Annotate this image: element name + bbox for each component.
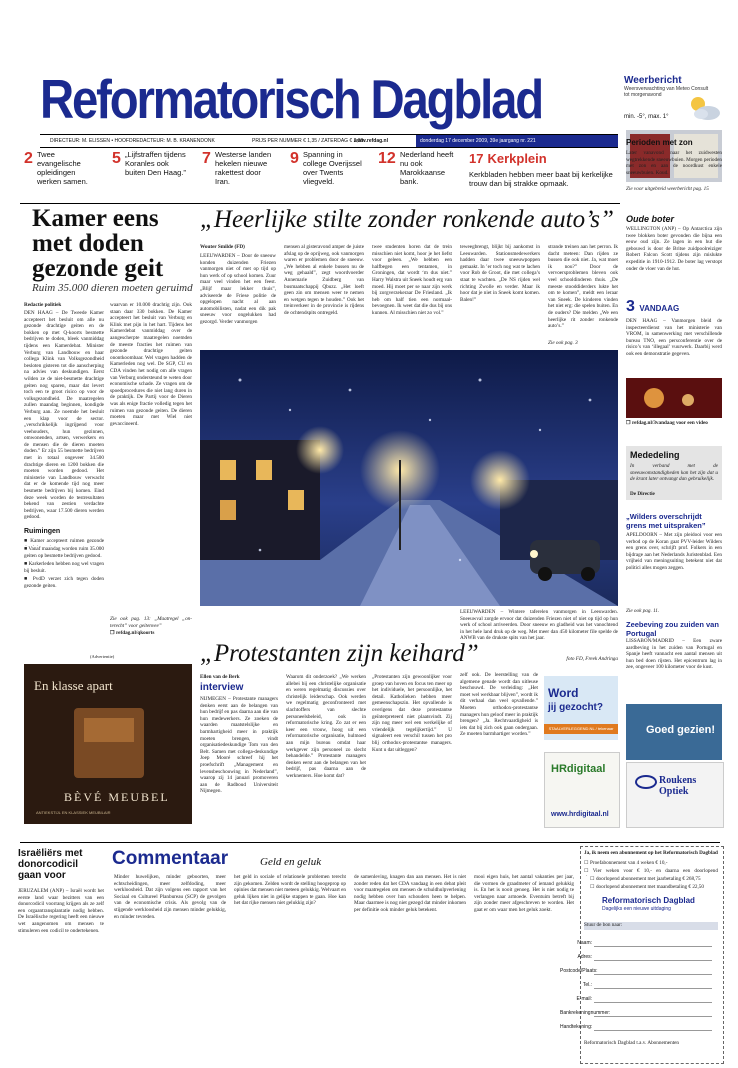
quote2-byline: Ellen van de Berk [200,674,240,680]
photo-credit: foto FD, Freek Andringa [566,656,618,662]
kerkplein-number: 17 [469,151,484,166]
teaser-1[interactable] [24,150,106,196]
field-label-tel: Tel.: [582,982,592,988]
optiek-slogan: Goed gezien! [646,724,716,736]
quote2-col2: Waarom dit onderzoek? „We werken allebei bij een christelijke organisatie en weren regelmatig discussies over christelijk leiderschap. Ook werden we regelmatig geconfronteerd met slachtoffers van slechte personeelsbeleid, ook in reformatorische kring. Zo zat er een keer een vrouw, hoog uit een reformatorische organisatie, hulmoed aan mijn bureau omdat haar werkgever zijn personeel zo slecht behandelde.” Protestante managers denken eerst aan de belangen van het bedrijf, pas daarna aan de werknemers. Hoe komt dat? [286,674,366,779]
optiek-ad-bottom[interactable] [626,762,724,828]
sub-option-4[interactable]: ☐ doorlopend abonnement met maandbetaling € 22,50 [590,884,704,890]
kerkplein-text: Kerkbladen hebben meer baat bij kerkelijke trouw dan bij strakke opmaak. [469,170,613,188]
teaser-number: 2 [24,150,33,167]
weather-sub2: tot morgenavond [624,92,662,98]
sub-box-title: Stuur de bon naar: [584,922,718,930]
quote1-col1: LEEUWARDEN – Door de sneeuw konden duizenden Friezen vanmorgen niet of met op tijd op hun werk of op school komen. Zuur maar veel vinden het een feest. „Blijf maar lekker thuis”, adviseerde de Friese politie de opgelopen nacht al aan automobilisten, nadat een dik pak sneeuw voor ongelukken had gezorgd. Verder vanmorgen [200,253,276,325]
optiek-ad[interactable] [626,704,722,760]
quote1-headline: „Heerlijke stilte zonder ronkende auto’s” [200,206,614,233]
zeebeving-text: LISSABON/MADRID – Een zware aardbeving in het zuiden van Portugal en Spanje heeft vannacht een aantal mensen uit hun bed doen rijsten. Het epicentrum lag in zee, ongeveer 100 kilometer voor de kust. [626,638,722,671]
teaser-text: Nederland heeft nu ook Marokkaanse bank. [400,150,454,186]
sub-option-1[interactable]: ☐ Proefabonnement van 4 weken € 10,- [584,860,668,866]
right-top-title: Perioden met zon [626,138,693,147]
info-web[interactable]: www.refdag.nl [354,138,388,144]
vandaag-link[interactable]: ❐ refdag.nl/3vandaag voor een video [626,420,708,426]
teaser-text: Westerse landen hekelen nieuwe rakettest door Iran. [215,150,272,186]
field-label-bank: Bankrekeningnummer: [560,1010,611,1016]
teaser-3[interactable] [202,150,284,196]
jobs-ad-url: STAALVERLEGGEND.NL / tekenaar [544,724,618,734]
teaser-number: 7 [202,150,211,167]
commentaar-sub: Geld en geluk [260,856,322,868]
photo-caption: LEEUWARDEN – Wintere taferelen vanmorgen in Leeuwarden. Sneeuwval zorgde ervoor dat duizenden Friezen niet of niet op tijd op hun werk of school arriveerden. Door sneeuw en gladheid was het vanochtend in het hele land druk op de weg. Met meer dan 450 kilometer file spelde de ANWB van de drukste spits van het jaar. [460,609,618,642]
quote2-col3: „Protestanten zijn gewoonlijker voor groep van hoven en focus ten meer op het individuele, het persoonlijke, het detail. Katholieken hebben meer gemeenschapszin. Het opvallende is overigens dat deze protestantse geïnterpreteerd niet plaatsvindt. Zij zijn nog meer wel een werkelijke of vriendelijk tegelijkertijd.” U signaleert een verschil tussen het pro blij orthodox-protestantse managers. Kunt u dat uitleggen? [372,674,452,753]
ruimingen-bullet-2: ■ Vanaf maandag worden ruim 35.000 geiten op besmette bedrijven gedood. [24,546,104,559]
sub-brand: Reformatorisch Dagblad [602,896,695,905]
commentaar-col1: Minder huwelijken, minder geboorten, meer echtscheidingen, meer zelfdoding, meer werkloosheid. Dat zijn volgens een rapport van het Sociaal en Cultureel Planbureau (SCP) de gevolgen van de economische crisis. Als gevolg van de stijgende werkloosheid zijn mensen minder gelukkig, en minder tevreden. [114,874,226,920]
masthead-title: Reformatorisch Dagblad [40,68,543,130]
field-adres[interactable] [594,960,712,961]
quote1-col4: teweegbrengt, blijkt bij aankomst in Leeuwarden. Stationsmedewerkers hadden daar twee sneeuwpoppen gemaakt. In ’er toch nog wat te lachen voor Rob de Groot, die met collega’s staat te wachten. „De NS rijden wel richting Zwolle en verder. Maar ik hoor dat je niet in Sneek komt komen. Balen!” [460,244,540,303]
quote1-col3: twee studenten horen dat de trein misschien niet komt, hoor je het liefst voor geleen. „We hebben een halfbegen een tentamen, in Groningen, dat wordt ‘m dus niet.” Harry Walstra uit Sneek houdt erg van moed. Hij moet per se naar zijn werk bij zorgverzekeraar De Friesland. „Ik heb om half tien een normaalbevoegnen. Ik weet dat die dus bij ons kunnen. Al misschien niet zo vol.” [372,244,452,316]
vandaag-header [626,298,679,316]
vandaag-number: 3 [626,298,635,315]
right-top-text: Later vanavond naar het zuidwesten wegtrekkende sneeuwbuien. Morgen perioden met zon en aan de noordkust enkele sneeuwbuien. Koud. [626,150,722,176]
lead-subheadline: Ruim 35.000 dieren moeten geruimd [32,282,193,294]
wilders-ref: Zie ook pag. 11. [626,608,660,614]
quote2-col1: NIJMEGEN – Protestante managers denken eerst aan de belangen van hun bedrijf en pas daarna aan die van hun medewerkers. Ze zoeken de waarden maatstelslijke en barmhartigheid meer in praktijk moeten brengen, vindt organisatiedeskundige Tom van den Belt. Samen met collega-deskundige Joep Mooré schreef hij het proefschrift „Management en levensbeschouwing in Nederland”, waarop zij 14 januari promoveren aan de Radboud Universiteit Nijmegen. [200,696,278,795]
lead-link[interactable]: ❐ refdag.nl/qkoorts [110,630,155,636]
ruimingen-bullet-3: ■ Karkerleden hebben nog wel vragen bij besluit. [24,561,104,574]
ruimingen-title: Ruimingen [24,528,61,535]
mededeling-text: In verband met de sneeuwomstandigheden kan het zijn dat u de krant later ontvangt dan gebruikelijk. [630,463,718,483]
vandaag-text: DEN HAAG – Vanmorgen bleid de inspecteerdienst van het ministerie van VROM, in samenwerking met verschillende bureau TNO, een persconferentie over de risico’s van ‘illegaal’ vuurwerk. Daarbij werd ook een demonstratie gegeven. [626,318,722,357]
commentaar-title: Commentaar [112,848,229,869]
weather-cloud-icon [688,94,722,124]
lead-body-col1: DEN HAAG – De Tweede Kamer accepteert het besluit om alle nu gezonde drachtige geiten en de bokken op met Q-koorts besmette bedrijven te doden, bleek vanmiddag tijdens een Kamerdebat. Minister Verburg van Landbouw en haar collega Klink van Volksgezondheid besloten gisteren tot die aanscherping na advies van deskundigen. Eerst wilden ze de niet-besmette drachtige geiten nog sparen, maar dat levert toch een te groot risico op voor de volksgezondheid. De maatregelen zullen maandag beginnen, kondigde Verburg aan. Ze noemde het besluit een klap voor de sector. „verschrikkelijk ingrijpend voor veehouders, hun gezinnen, omwonenden, artsen, verwerkers en de mensen die de dieren moeten doden.” Er zijn 55 besmette bedrijven met in totaal ongeveer 34.500 drachtige dieren en 1200 bokken die moeten worden gedood. Het ministerie van Landbouw verwacht dat er de komende tijd nog meer besmette bedrijven bij komen. Eind deze week worden de testresultaten bekend van zestien verdachte bedrijven, waar 17.500 dieren werden gedood. [24,310,104,520]
field-label-handtekening: Handtekening: [560,1024,593,1030]
beve-meubel-ad[interactable] [24,664,192,824]
hr-logo: HRdigitaal [551,763,606,775]
quote2-label: interview [200,682,244,693]
hrdigitaal-ad[interactable] [544,752,620,828]
sub-option-2[interactable]: ☐ Vier weken voor € 10,- en daarna een doorlopend [584,868,718,874]
ad-label: (Advertentie) [90,654,115,659]
sub-option-3[interactable]: ☐ doorlopend abonnement met jaarbetaling € 268,75 [590,876,701,882]
oude-boter-text: WELLINGTON (ANP) – Op Antarctica zijn twee blokken boter gevonden die bijna een eeuw oud zijn. Ze lagen in een hut die gebouwd is door de Britse zuidpoolreiziger Robert Falcon Scott tijdens zijn mislukte expeditie in 1910-1912. De boter lag verstopt onder de vloer van de hut. [626,226,722,272]
vandaag-label: VANDAAG [639,304,680,313]
ad-klasse-text: En klasse apart [34,678,113,693]
teaser-number: 9 [290,150,299,167]
hr-url: www.hrdigitaal.nl [551,811,609,818]
commentaar-col3: de samenleving, knagen dan aan mensen. Het is niet zonder reden dat het CDA vandaag in een debat pleit voor maatregelen om mensen de schuldhulpverlening nodig hebben over hun schouders heen te helpen. Maar daarmee is nog niet gezegd dat minder inkomen per definitie ook minder geluk betekent. [354,874,466,913]
teaser-2[interactable] [112,150,194,196]
jobs-ad-prefix: Word [548,686,579,700]
commentaar-col2: het geld in sociale of relationele problemen terecht zijn gekomen. Zelden wordt de stelling hoogeprop op opinies dat mensen niet meteen gelukkig. Welvaart en geluk lijken niet in gelijke stappen te gaan. Hoe kan het dat rijke mensen niet gelukkig zijn? [234,874,346,907]
info-staff: DIRECTEUR: M. ELISSEN • HOOFDREDACTEUR: M. B. KRANENDONK [50,138,215,144]
teaser-kerkplein[interactable] [469,150,619,188]
quote1-ref: Zie ook pag. 3 [548,340,578,346]
weather-title: Weerbericht [624,75,682,86]
field-email[interactable] [594,1002,712,1003]
kerkplein-label: Kerkplein [487,151,547,166]
teaser-5[interactable] [378,150,464,196]
snow-street-photo [200,350,618,606]
wilders-text: APELDOORN – Met zijn pleidooi voor een verbod op de Koran gaat PVV-leider Wilders een grens over, schrijft prof. Folkers in een bijdrage aan het Nederlands Juristenblad. Een vrijheid van meningsuiting betekent niet dat politici alles mogen zeggen. [626,532,722,571]
quote1-col5: strande treinen aan het perron. Ik dacht meteen: Dan rijden ze bussen die ook niet. Ja, wat moet ik nou?” Door de vervoersproblemen bleven ook veel schooldinderen thuis. „De meeste stooddiderders lukte het om te komen”, meldt een leraar van Sneek. De kinderen vinden het niet erg: die spelen buiten. En de ouders? Die melden „We een heerlijke rit zonder ronkende auto’s.” [548,244,618,330]
right-top-ref: Zie voor uitgebreid weerbericht pag. 15 [626,186,709,192]
lead-body-col2: waarvan er 10.000 drachtig zijn. Ook staan daar 330 bokken. De Kamer accepteert het besluit van Verburg en Klink met pijn in het hart. Tijdens het Kamerdebat vanmiddag over de aangescherpte maatregelen noemden de meeste fracties het ruimen van gezonde drachtige geiten onontkoombaar. Wel vragen hadden de Kamerleden nog wel. De SGP, CU en CDA vinden het nodig om alle vragen van Verburg ondersteund te weten door economische schade. Ze vragen om de spoedprocedures die niet lang duren in de praktijk. De Partij voor de Dieren was als enige fractie volledig tegen het ruimen van gezonde geiten. De dieren moeten maar met Wiel niet gevaccineerd. [110,302,192,427]
weather-sub: Weersverwachting van Meteo Consult [624,86,709,92]
field-label-postcode: Postcode/Plaats: [560,968,598,974]
lead-headline: Kamer eens met doden gezonde geit [32,205,164,282]
teaser-text: Spanning in college Overijssel over Twents vliegveld. [303,150,362,186]
quote2-headline: „Protestanten zijn keihard” [200,640,479,667]
vandaag-photo [626,378,722,418]
oude-boter-title: Oude boter [626,214,675,224]
teaser-number: 12 [378,150,396,167]
wilders-title: „Wilders overschrijdt grens met uitspraken” [626,512,706,530]
field-label-adres: Adres: [577,954,592,960]
optiek-name: Roukens Optiek [659,775,697,797]
zeebeving-title: Zeebeving zou zuiden van Portugal [626,620,719,638]
ad-beve-sub: ANTIEKSTIJL EN KLASSIEK MEUBILAIR [36,810,111,815]
field-label-email: E-mail: [576,996,592,1002]
teaser-number: 5 [112,150,121,167]
divider-bottom [20,842,720,843]
israel-text: JERUZALEM (ANP) – Israël wordt het eerste land waar bezitters van een donorcodicil voorrang krijgen als ze zelf een orgaantransplantatie nodig hebben. De Israëlische regering heeft een nieuwe wet aangenomen om mensen te stimuleren een codicil te ondertekenen. [18,888,104,934]
israel-headline: Israëliërs met donorcodicil gaan voor [18,848,83,881]
info-price: PRIJS PER NUMMER € 1,35 / ZATERDAG € 2,30 [252,138,364,144]
quote2-col4: zelf ook. De leerstelling van de algemene genade wordt dan uitleuse beschouwd. De verleiding: „Het moet wel werkbaar blijven”, wordt ik dit verhaal dan veel opvallende.” Moeten orthodox-protestantse managers hun geloof meer in praktijk brengen? „Ja. Rechtvaardigheid is iets dat bij zich ook gaan ondergaan. Ze moeten barmhartiger worden.” [460,672,538,738]
info-bar [40,134,618,148]
field-postcode[interactable] [594,974,712,975]
lead-section: Redactie politiek [24,302,62,308]
ruimingen-bullet-1: ■ Kamer accepteert ruimen gezonde [24,538,104,544]
field-label-naam: Naam: [577,940,592,946]
commentaar-header [112,848,350,874]
sub-brand-slogan: Dagelijks een nieuwe uitdaging [602,906,671,912]
field-tel[interactable] [594,988,712,989]
sub-footer: Reformatorisch Dagblad t.a.v. Abonnementen [584,1040,680,1046]
commentaar-col4: mooi eigen huis, het aantal vakanties per jaar, die vormen de graadmeter of iemand gelukkig is. En het is nooit genoeg. Het is niet nodig te verlangen naar armoede. Eventuim betreft bij zijn zonder meer afgeschreven te worden. Het gaat er om waar men het geluk zoekt. [474,874,574,913]
field-bank[interactable] [594,1016,712,1017]
field-naam[interactable] [594,946,712,947]
teaser-4[interactable] [290,150,372,196]
mededeling-box [626,446,722,500]
ruimingen-bullet-4: ■ PvdD verzet zich tegen doden gezonde geiten. [24,576,104,589]
teaser-text: Twee evangelische opleidingen werken samen. [37,150,88,186]
subscription-title: Ja, ik neem een abonnement op het Reformatorisch Dagblad [584,850,718,856]
jobs-ad[interactable] [544,676,618,740]
mededeling-title: Mededeling [630,450,680,460]
mededeling-sign: De Directie [630,491,655,497]
info-date: donderdag 17 december 2009, 39e jaargang nr. 221 [416,135,618,147]
weather-temps: min. -5°, max. 1° [624,114,669,120]
quote1-byline: Wouter Smilde (FD) [200,244,245,250]
divider [20,203,620,204]
lead-ref: Zie ook pag. 13: „Maatregel „onterecht” voor geitenvee” [110,616,192,628]
field-handtekening[interactable] [594,1030,712,1031]
teaser-text: „Lijfstraffen tijdens Koranles ook buiten Den Haag.” [125,150,186,177]
quote1-col2: mensen al gisteravond amper de juiste afslag op de oprijweg, ook vanmorgen waren er problemen door de sneeuw. „We hebben al enkele bussen nu de weg gehaald”, zegt woordvoerder Annemarie Zuidberg van busmaatschappij Qbuzz. „Het loeft geen zin om mensen weer te nemen en wetgen tegen te houden.” Ook het treinverkeer in de provincie is rijdens de ochtendspits ontregeld. [284,244,364,316]
jobs-ad-main: jij gezocht? [548,702,603,713]
ad-beve-logo: BÈVÉ MEUBEL [64,790,170,804]
